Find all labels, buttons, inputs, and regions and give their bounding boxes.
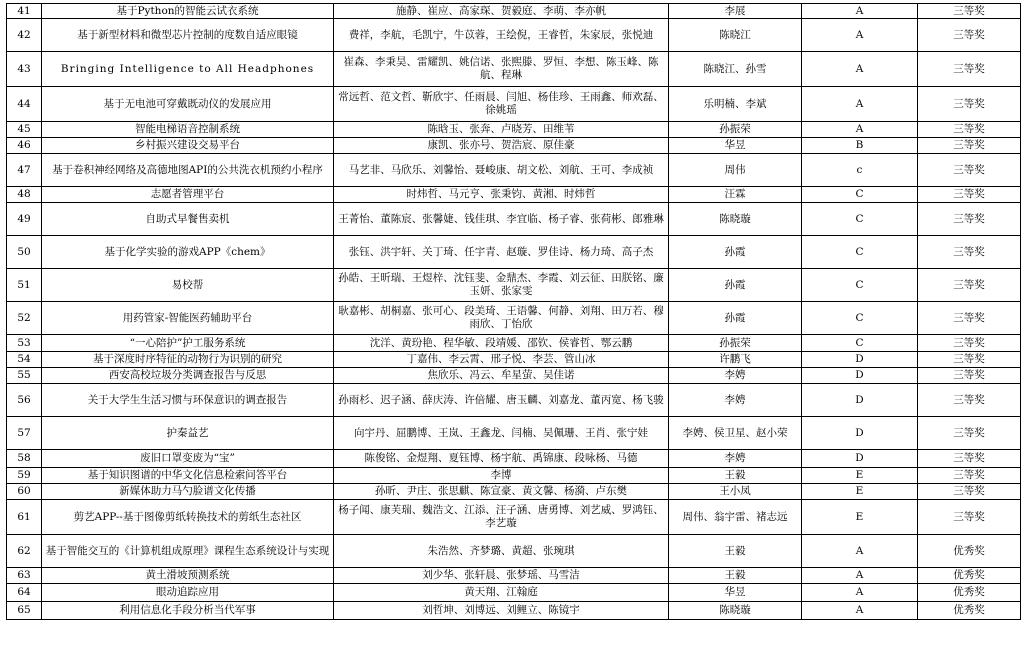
cell-grade: C (802, 335, 918, 352)
cell-advisor: 李娉 (669, 450, 802, 468)
cell-project-name: 废旧口罩变废为“宝” (42, 450, 334, 468)
cell-grade: C (802, 302, 918, 335)
table-row (7, 87, 1021, 122)
cell-grade: D (802, 450, 918, 468)
cell-award: 三等奖 (918, 19, 1021, 52)
cell-number: 47 (7, 154, 42, 187)
cell-award: 优秀奖 (918, 584, 1021, 602)
awards-table (6, 3, 1021, 620)
cell-advisor: 李娉 (669, 368, 802, 384)
table-row (7, 335, 1021, 352)
cell-number: 60 (7, 484, 42, 500)
cell-project-name: 基于新型材料和微型芯片控制的度数自适应眼镜 (42, 19, 334, 52)
cell-award: 三等奖 (918, 52, 1021, 87)
cell-advisor: 陈晓江 (669, 19, 802, 52)
cell-number: 45 (7, 122, 42, 138)
cell-grade: A (802, 4, 918, 19)
table-row (7, 203, 1021, 236)
cell-team-members: 施静、崔应、高家琛、贺毅庭、李萌、李亦帆 (334, 4, 669, 19)
table-row (7, 584, 1021, 602)
cell-award: 三等奖 (918, 500, 1021, 535)
cell-project-name: 基于智能交互的《计算机组成原理》课程生态系统设计与实现 (42, 535, 334, 568)
table-row (7, 236, 1021, 269)
cell-grade: A (802, 19, 918, 52)
cell-award: 三等奖 (918, 450, 1021, 468)
cell-advisor: 陈晓璇 (669, 602, 802, 620)
cell-award: 三等奖 (918, 203, 1021, 236)
cell-team-members: 李博 (334, 468, 669, 484)
cell-award: 三等奖 (918, 187, 1021, 203)
cell-grade: C (802, 236, 918, 269)
cell-team-members: 沈洋、黄玢艳、程华敏、段靖媛、邵钦、侯睿哲、鄂云鹏 (334, 335, 669, 352)
cell-award: 优秀奖 (918, 535, 1021, 568)
table-row (7, 302, 1021, 335)
cell-award: 三等奖 (918, 138, 1021, 154)
cell-award: 三等奖 (918, 417, 1021, 450)
cell-award: 优秀奖 (918, 602, 1021, 620)
cell-advisor: 孙霞 (669, 269, 802, 302)
cell-number: 51 (7, 269, 42, 302)
table-row (7, 122, 1021, 138)
table-row (7, 138, 1021, 154)
cell-team-members: 时炜哲、马元亨、张秉钧、黄湘、时炜哲 (334, 187, 669, 203)
cell-advisor: 孙霞 (669, 302, 802, 335)
cell-number: 59 (7, 468, 42, 484)
cell-advisor: 陈晓江、孙雪 (669, 52, 802, 87)
cell-advisor: 李娉、侯卫星、赵小荣 (669, 417, 802, 450)
cell-award: 三等奖 (918, 352, 1021, 368)
table-row (7, 450, 1021, 468)
table-row (7, 19, 1021, 52)
table-row (7, 535, 1021, 568)
cell-number: 49 (7, 203, 42, 236)
cell-advisor: 孙振荣 (669, 335, 802, 352)
table-row (7, 417, 1021, 450)
cell-advisor: 陈晓璇 (669, 203, 802, 236)
cell-project-name: 剪艺APP--基于图像剪纸转换技术的剪纸生态社区 (42, 500, 334, 535)
cell-award: 三等奖 (918, 468, 1021, 484)
cell-team-members: 焦欣乐、冯云、牟星萤、吴佳诺 (334, 368, 669, 384)
cell-team-members: 常远哲、范文哲、靳欣宇、任雨晨、闫旭、杨佳珍、王雨鑫、师欢磊、徐姚瑶 (334, 87, 669, 122)
table-row (7, 500, 1021, 535)
cell-grade: C (802, 269, 918, 302)
cell-advisor: 汪霖 (669, 187, 802, 203)
cell-team-members: 费祥，李航，毛凯宁，牛苡蓉，王绘倪，王睿哲，朱家辰，张悦迪 (334, 19, 669, 52)
cell-advisor: 孙振荣 (669, 122, 802, 138)
cell-grade: A (802, 122, 918, 138)
cell-project-name: 基于知识图谱的中华文化信息检索问答平台 (42, 468, 334, 484)
cell-grade: E (802, 484, 918, 500)
cell-award: 三等奖 (918, 302, 1021, 335)
cell-award: 三等奖 (918, 87, 1021, 122)
table-row (7, 269, 1021, 302)
cell-award: 优秀奖 (918, 568, 1021, 584)
table-row (7, 468, 1021, 484)
cell-team-members: 王菁怡、董陈宸、张馨婕、钱佳琪、李宜临、杨子睿、张荷彬、郎雅琳 (334, 203, 669, 236)
cell-number: 54 (7, 352, 42, 368)
cell-team-members: 康凯、张亦号、贺浩宸、原佳豪 (334, 138, 669, 154)
cell-grade: D (802, 352, 918, 368)
cell-project-name: 基于深度时序特征的动物行为识别的研究 (42, 352, 334, 368)
cell-team-members: 孙昕、尹庄、张思麒、陈宣豪、黄文馨、杨漪、卢东樊 (334, 484, 669, 500)
cell-project-name: 用药管家-智能医药辅助平台 (42, 302, 334, 335)
table-row (7, 154, 1021, 187)
cell-team-members: 孙雨杉、迟子涵、薛庆涛、许倍耀、唐玉麟、刘嘉龙、董丙宽、杨飞骏 (334, 384, 669, 417)
cell-team-members: 刘少华、张轩晨、张梦瑶、马雪洁 (334, 568, 669, 584)
cell-number: 62 (7, 535, 42, 568)
cell-grade: E (802, 500, 918, 535)
cell-grade: A (802, 568, 918, 584)
cell-team-members: 向宇丹、屈鹏博、王岚、王鑫龙、闫楠、吴佩珊、王肖、张宁娃 (334, 417, 669, 450)
cell-team-members: 刘哲坤、刘博远、刘鲤立、陈镜宇 (334, 602, 669, 620)
cell-project-name: 基于Python的智能云试衣系统 (42, 4, 334, 19)
cell-team-members: 丁嘉伟、李云霄、邢子悦、李芸、管山冰 (334, 352, 669, 368)
cell-project-name: 眼动追踪应用 (42, 584, 334, 602)
awards-table-sheet (6, 3, 1020, 620)
cell-award: 三等奖 (918, 484, 1021, 500)
cell-number: 57 (7, 417, 42, 450)
cell-number: 42 (7, 19, 42, 52)
cell-project-name: 基于卷积神经网络及高德地图API的公共洗衣机预约小程序 (42, 154, 334, 187)
cell-project-name: 利用信息化手段分析当代军事 (42, 602, 334, 620)
cell-award: 三等奖 (918, 269, 1021, 302)
cell-award: 三等奖 (918, 122, 1021, 138)
cell-project-name: 新媒体助力马勺脸谱文化传播 (42, 484, 334, 500)
cell-advisor: 乐明楠、李斌 (669, 87, 802, 122)
cell-project-name: 西安高校垃圾分类调查报告与反思 (42, 368, 334, 384)
cell-advisor: 王毅 (669, 568, 802, 584)
cell-number: 44 (7, 87, 42, 122)
cell-grade: A (802, 535, 918, 568)
cell-number: 48 (7, 187, 42, 203)
cell-award: 三等奖 (918, 384, 1021, 417)
cell-grade: C (802, 187, 918, 203)
cell-grade: D (802, 368, 918, 384)
cell-project-name: 志愿者管理平台 (42, 187, 334, 203)
cell-advisor: 王毅 (669, 535, 802, 568)
cell-grade: A (802, 52, 918, 87)
table-row (7, 568, 1021, 584)
cell-number: 63 (7, 568, 42, 584)
cell-number: 61 (7, 500, 42, 535)
cell-grade: C (802, 203, 918, 236)
cell-award: 三等奖 (918, 154, 1021, 187)
cell-team-members: 杨子闻、康芙瑞、魏浩文、江添、汪子涵、唐勇博、刘艺威、罗鸿钰、李艺璇 (334, 500, 669, 535)
cell-project-name: 乡村振兴建设交易平台 (42, 138, 334, 154)
cell-team-members: 张钰、洪宇轩、关丁琦、任宇青、赵璇、罗佳诗、杨力琦、高子杰 (334, 236, 669, 269)
cell-advisor: 周伟、翁宇雷、褚志远 (669, 500, 802, 535)
awards-table-body (7, 4, 1021, 620)
cell-advisor: 许鹏飞 (669, 352, 802, 368)
cell-project-name: 护秦益艺 (42, 417, 334, 450)
cell-project-name: 自助式早餐售卖机 (42, 203, 334, 236)
cell-grade: D (802, 417, 918, 450)
table-row (7, 352, 1021, 368)
cell-advisor: 华昱 (669, 138, 802, 154)
cell-team-members: 崔森、李秉昊、雷耀凯、姚信诺、张熙滕、罗恒、李想、陈玉峰、陈航、程琳 (334, 52, 669, 87)
cell-number: 52 (7, 302, 42, 335)
cell-advisor: 王毅 (669, 468, 802, 484)
cell-project-name: “一心陪护”护工服务系统 (42, 335, 334, 352)
cell-project-name: 基于化学实验的游戏APP《chem》 (42, 236, 334, 269)
cell-advisor: 李展 (669, 4, 802, 19)
table-row (7, 52, 1021, 87)
cell-award: 三等奖 (918, 4, 1021, 19)
cell-grade: c (802, 154, 918, 187)
table-row (7, 368, 1021, 384)
table-row (7, 484, 1021, 500)
cell-grade: E (802, 468, 918, 484)
cell-grade: B (802, 138, 918, 154)
cell-award: 三等奖 (918, 335, 1021, 352)
table-row (7, 602, 1021, 620)
cell-project-name: Bringing Intelligence to All Headphones (42, 52, 334, 87)
cell-number: 41 (7, 4, 42, 19)
cell-project-name: 智能电梯语音控制系统 (42, 122, 334, 138)
cell-advisor: 李娉 (669, 384, 802, 417)
table-row (7, 384, 1021, 417)
cell-advisor: 华昱 (669, 584, 802, 602)
cell-award: 三等奖 (918, 236, 1021, 269)
cell-advisor: 孙霞 (669, 236, 802, 269)
cell-team-members: 黄天翔、江翰庭 (334, 584, 669, 602)
cell-team-members: 耿嘉彬、胡桐嘉、张可心、段美琦、王语馨、何静、刘翔、田万若、穆雨欣、丁怡欣 (334, 302, 669, 335)
cell-team-members: 陈俊铭、金煜翔、夏钰博、杨宇航、禹锦康、段咏杨、马德 (334, 450, 669, 468)
cell-project-name: 关于大学生生活习惯与环保意识的调查报告 (42, 384, 334, 417)
cell-team-members: 陈晗玉、张奔、卢晓芳、田维苇 (334, 122, 669, 138)
cell-team-members: 朱浩然、齐梦璐、黄超、张琬琪 (334, 535, 669, 568)
cell-number: 46 (7, 138, 42, 154)
cell-number: 56 (7, 384, 42, 417)
cell-award: 三等奖 (918, 368, 1021, 384)
cell-number: 65 (7, 602, 42, 620)
cell-project-name: 基于无电池可穿戴既动仪的发展应用 (42, 87, 334, 122)
cell-team-members: 孙皓、王昕瑞、王煜梓、沈钰斐、金鼎杰、李霞、刘云征、田朕铭、廉玉妍、张家雯 (334, 269, 669, 302)
cell-advisor: 周伟 (669, 154, 802, 187)
cell-number: 53 (7, 335, 42, 352)
cell-team-members: 马艺非、马欣乐、刘馨怡、聂峻康、胡文松、刘航、王可、李成祯 (334, 154, 669, 187)
table-row (7, 187, 1021, 203)
cell-grade: D (802, 384, 918, 417)
cell-grade: A (802, 584, 918, 602)
cell-number: 55 (7, 368, 42, 384)
cell-advisor: 王小凤 (669, 484, 802, 500)
table-row (7, 4, 1021, 19)
cell-number: 64 (7, 584, 42, 602)
cell-project-name: 易校帮 (42, 269, 334, 302)
cell-grade: A (802, 87, 918, 122)
cell-number: 50 (7, 236, 42, 269)
cell-project-name: 黄土滑坡预测系统 (42, 568, 334, 584)
cell-number: 58 (7, 450, 42, 468)
cell-number: 43 (7, 52, 42, 87)
cell-grade: A (802, 602, 918, 620)
